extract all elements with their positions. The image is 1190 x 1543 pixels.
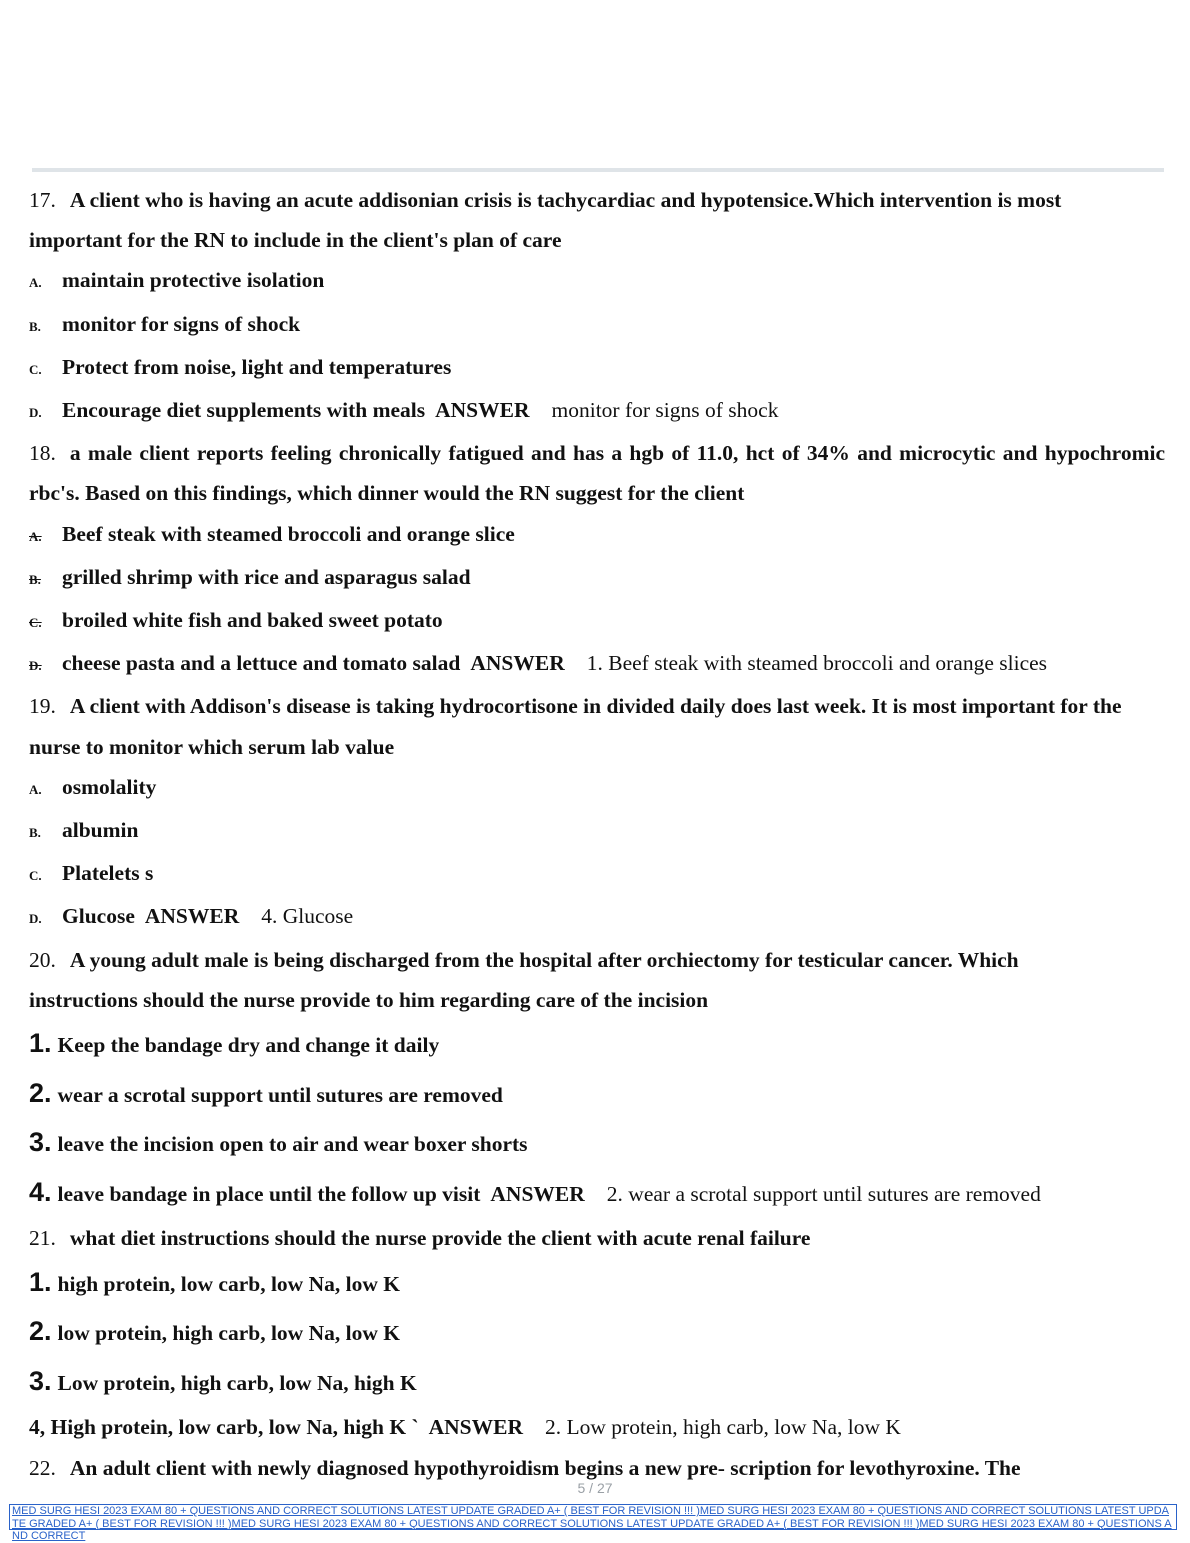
option-letter: C.	[29, 361, 42, 377]
option	[29, 1407, 1165, 1447]
option-letter: D.	[29, 405, 42, 421]
option-text: Glucose	[62, 904, 135, 929]
option-number: 3.	[29, 1127, 52, 1158]
header-divider	[32, 168, 1164, 172]
option	[29, 643, 1074, 686]
option	[29, 390, 1165, 433]
answer-label: ANSWER	[470, 651, 565, 676]
option-number: 1.	[29, 1028, 52, 1059]
answer-label: ANSWER	[435, 398, 530, 423]
question-20	[29, 940, 1165, 980]
option	[29, 1119, 1165, 1169]
option	[29, 600, 1165, 643]
option-text: cheese pasta and a lettuce and tomato salad	[62, 651, 461, 676]
question-number: 20.	[29, 947, 56, 972]
option-letter: B.	[29, 318, 41, 334]
question-stem-continued: important for the RN to include in the client's plan of care	[29, 228, 562, 253]
page-number: 5 / 27	[577, 1480, 613, 1496]
option	[29, 1308, 1165, 1358]
option-text: Low protein, high carb, low Na, high K	[57, 1370, 417, 1395]
option-text: osmolality	[62, 774, 157, 799]
option-letter: B.	[29, 571, 41, 587]
option-text: broiled white fish and baked sweet potato	[62, 608, 443, 633]
option-letter: A.	[29, 528, 42, 544]
question-number: 18.	[29, 441, 56, 466]
option-text: 4, High protein, low carb, low Na, high K `	[29, 1415, 419, 1440]
option	[29, 810, 1165, 853]
question-stem-continued: instructions should the nurse provide to him regarding care of the incision	[29, 987, 709, 1012]
option-text: maintain protective isolation	[62, 268, 325, 293]
option-text: grilled shrimp with rice and asparagus salad	[62, 564, 471, 589]
answer-text: 1. Beef steak with steamed broccoli and orange slices	[586, 651, 1048, 676]
document-body	[29, 180, 1165, 1488]
answer-label: ANSWER	[490, 1181, 585, 1206]
footer-banner-link[interactable]: MED SURG HESI 2023 EXAM 80 + QUESTIONS AND CORRECT SOLUTIONS LATEST UPDATE GRADED A+ ( BEST FOR REVISION !!! )MED SURG HESI 2023 EXAM 80 + QUESTIONS AND CORRECT SOLUTIONS LATEST UPDATE GRADED A+ ( BEST FOR REVISION !!! )MED SURG HESI 2023 EXAM 80 + QUESTIONS AND CORRECT SOLUTIONS LATEST UPDATE GRADED A+ ( BEST FOR REVISION !!! )MED SURG HESI 2023 EXAM 80 + QUESTIONS AND CORRECT	[9, 1504, 1177, 1530]
option-text: Platelets s	[62, 861, 154, 886]
option-text: leave the incision open to air and wear boxer shorts	[57, 1132, 528, 1157]
option-text: low protein, high carb, low Na, low K	[57, 1321, 400, 1346]
question-stem: A young adult male is being discharged from the hospital after orchiectomy for testicular cancer. Which	[69, 947, 1019, 972]
option	[29, 1020, 1165, 1070]
option	[29, 1259, 1165, 1309]
question-number: 21.	[29, 1226, 56, 1251]
option-letter: A.	[29, 275, 42, 291]
option-letter: C.	[29, 615, 42, 631]
option	[29, 1070, 1165, 1120]
question-19	[29, 686, 1165, 766]
answer-text: monitor for signs of shock	[551, 398, 779, 423]
question-17	[29, 180, 1165, 220]
option	[29, 1169, 1165, 1219]
option-text: Encourage diet supplements with meals	[62, 398, 426, 423]
option-text: Keep the bandage dry and change it daily	[57, 1033, 440, 1058]
option-text: high protein, low carb, low Na, low K	[57, 1271, 400, 1296]
option-number: 3.	[29, 1365, 52, 1396]
question-number: 19.	[29, 694, 56, 719]
option-text: monitor for signs of shock	[62, 311, 301, 336]
answer-text: 2. Low protein, high carb, low Na, low K	[545, 1415, 901, 1440]
option-number: 4.	[29, 1176, 52, 1207]
option-text: Protect from noise, light and temperatures	[62, 354, 452, 379]
option-letter: A.	[29, 781, 42, 797]
option-text: leave bandage in place until the follow up visit	[57, 1181, 481, 1206]
answer-label: ANSWER	[428, 1415, 524, 1440]
option	[29, 767, 1165, 810]
option-text: Beef steak with steamed broccoli and orange slice	[62, 521, 515, 546]
option-letter: D.	[29, 658, 42, 674]
answer-text: 4. Glucose	[261, 904, 354, 929]
option	[29, 557, 1165, 600]
question-number: 17.	[29, 188, 56, 212]
question-stem: A client with Addison's disease is taking hydrocortisone in divided daily does last week. It is most important for the nurse to monitor which serum lab value	[29, 694, 1122, 759]
option-letter: B.	[29, 825, 41, 841]
question-stem: A client who is having an acute addisonian crisis is tachycardiac and hypotensice.Which intervention is most	[69, 188, 1062, 212]
option	[29, 260, 1165, 303]
option	[29, 896, 1165, 939]
question-stem: An adult client with newly diagnosed hypothyroidism begins a new pre- scription for levothyroxine. The	[69, 1455, 1021, 1480]
answer-label: ANSWER	[144, 904, 240, 929]
question-number: 22.	[29, 1455, 56, 1480]
option	[29, 853, 1165, 896]
question-stem: a male client reports feeling chronically fatigued and has a hgb of 11.0, hct of 34% and microcytic and hypochromic rbc's. Based on this findings, which dinner would the RN suggest for the client	[29, 441, 1165, 506]
option-number: 2.	[29, 1316, 52, 1347]
option	[29, 514, 1165, 557]
option-number: 1.	[29, 1266, 52, 1297]
option-letter: C.	[29, 868, 42, 884]
question-21	[29, 1218, 1165, 1258]
option	[29, 347, 1165, 390]
option-text: albumin	[62, 818, 139, 843]
question-18	[29, 433, 1165, 513]
answer-text: 2. wear a scrotal support until sutures are removed	[606, 1181, 1041, 1206]
option-letter: D.	[29, 911, 42, 927]
option	[29, 1358, 1165, 1408]
question-stem: what diet instructions should the nurse provide the client with acute renal failure	[69, 1226, 811, 1251]
option	[29, 304, 1165, 347]
option-text: wear a scrotal support until sutures are removed	[57, 1082, 503, 1107]
option-number: 2.	[29, 1077, 52, 1108]
